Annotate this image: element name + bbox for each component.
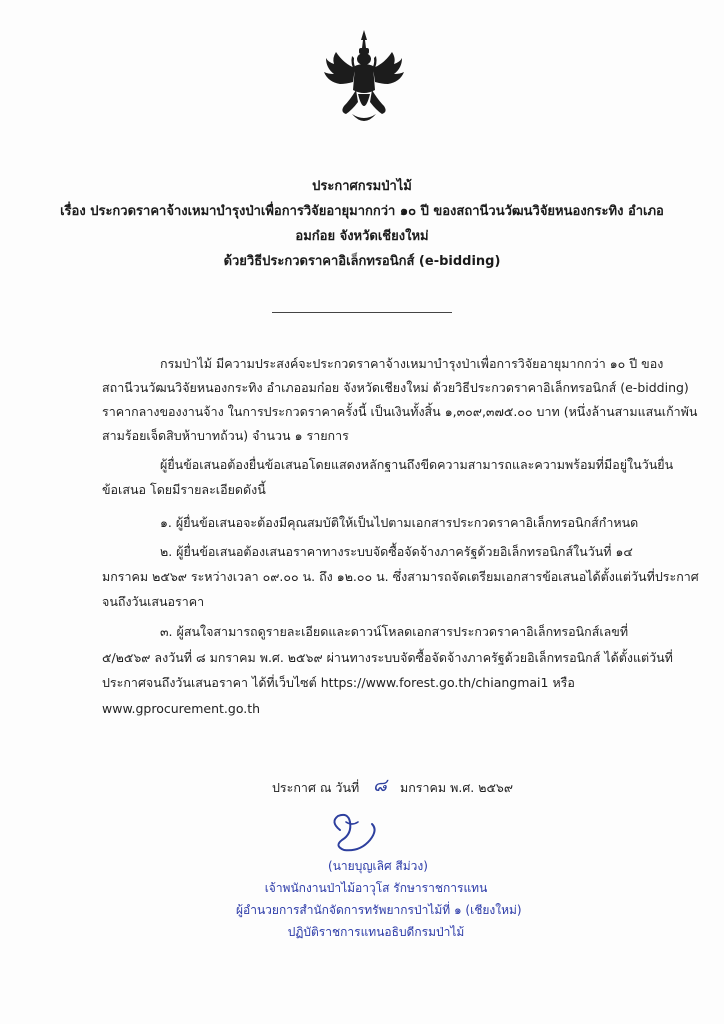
paragraph1-line4: สามร้อยเจ็ดสิบห้าบาทถ้วน) จำนวน ๑ รายการ	[102, 428, 349, 443]
item3-line4: www.gprocurement.go.th	[102, 701, 261, 716]
announcement-subject-line2: อมก๋อย จังหวัดเชียงใหม่	[295, 229, 429, 244]
paragraph2-line2: ข้อเสนอ โดยมีรายละเอียดดังนี้	[102, 482, 266, 497]
signatory-title1: เจ้าพนักงานป่าไม้อาวุโส รักษาราชการแทน	[264, 881, 488, 895]
item2-line2: มกราคม ๒๕๖๙ ระหว่างเวลา ๐๙.๐๐ น. ถึง ๑๒.๐๐ น. ซึ่งสามารถจัดเตรียมเอกสารข้อเสนอได้ตั้งแต่วันที่ประกาศ	[102, 569, 699, 584]
item2-line3: จนถึงวันเสนอราคา	[102, 594, 205, 609]
item3-line2: ๕/๒๕๖๙ ลงวันที่ ๘ มกราคม พ.ศ. ๒๕๖๙ ผ่านทางระบบจัดซื้อจัดจ้างภาครัฐด้วยอิเล็กทรอนิกส์ ได้ตั้งแต่วันที่	[102, 650, 673, 665]
signatory-name: (นายบุญเลิศ สีม่วง)	[328, 859, 428, 873]
item3-line1: ๓. ผู้สนใจสามารถดูรายละเอียดและดาวน์โหลดเอกสารประกวดราคาอิเล็กทรอนิกส์เลขที่	[160, 624, 629, 639]
item1: ๑. ผู้ยื่นข้อเสนอจะต้องมีคุณสมบัติให้เป็นไปตามเอกสารประกวดราคาอิเล็กทรอนิกส์กำหนด	[160, 515, 639, 530]
garuda-emblem-icon	[322, 28, 406, 130]
paragraph1-line3: ราคากลางของงานจ้าง ในการประกวดราคาครั้งนี้ เป็นเงินทั้งสิ้น ๑,๓๐๙,๓๗๕.๐๐ บาท (หนึ่งล้านสามแสนเก้าพัน	[102, 404, 698, 419]
signatory-title3: ปฏิบัติราชการแทนอธิบดีกรมป่าไม้	[287, 925, 465, 939]
handwritten-signature	[300, 800, 410, 860]
paragraph2-line1: ผู้ยื่นข้อเสนอต้องยื่นข้อเสนอโดยแสดงหลักฐานถึงขีดความสามารถและความพร้อมที่มีอยู่ในวันยื่น	[160, 457, 674, 472]
announce-day-handwritten: ๘	[373, 775, 387, 796]
paragraph1-line2: สถานีวนวัฒนวิจัยหนองกระทิง อำเภออมก๋อย จังหวัดเชียงใหม่ ด้วยวิธีประกวดราคาอิเล็กทรอนิกส์ (e-bidding)	[102, 380, 689, 395]
item3-line3: ประกาศจนถึงวันเสนอราคา ได้ที่เว็บไซต์ https://www.forest.go.th/chiangmai1 หรือ	[102, 675, 575, 690]
announce-date-prefix: ประกาศ ณ วันที่	[272, 780, 360, 795]
paragraph1-line1: กรมป่าไม้ มีความประสงค์จะประกวดราคาจ้างเหมาบำรุงป่าเพื่อการวิจัยอายุมากกว่า ๑๐ ปี ของ	[160, 356, 664, 371]
announce-date-suffix: มกราคม พ.ศ. ๒๕๖๙	[400, 780, 514, 795]
item2-line1: ๒. ผู้ยื่นข้อเสนอต้องเสนอราคาทางระบบจัดซื้อจัดจ้างภาครัฐด้วยอิเล็กทรอนิกส์ในวันที่ ๑๔	[160, 544, 633, 559]
announcement-method: ด้วยวิธีประกวดราคาอิเล็กทรอนิกส์ (e-bidding)	[223, 254, 501, 269]
heading-divider	[272, 312, 452, 313]
announcement-agency: ประกาศกรมป่าไม้	[312, 179, 412, 194]
announcement-subject-line1: เรื่อง ประกวดราคาจ้างเหมาบำรุงป่าเพื่อการวิจัยอายุมากกว่า ๑๐ ปี ของสถานีวนวัฒนวิจัยหนองกระทิง อำเภอ	[60, 204, 664, 219]
signatory-title2: ผู้อำนวยการสำนักจัดการทรัพยากรป่าไม้ที่ ๑ (เชียงใหม่)	[236, 903, 522, 917]
